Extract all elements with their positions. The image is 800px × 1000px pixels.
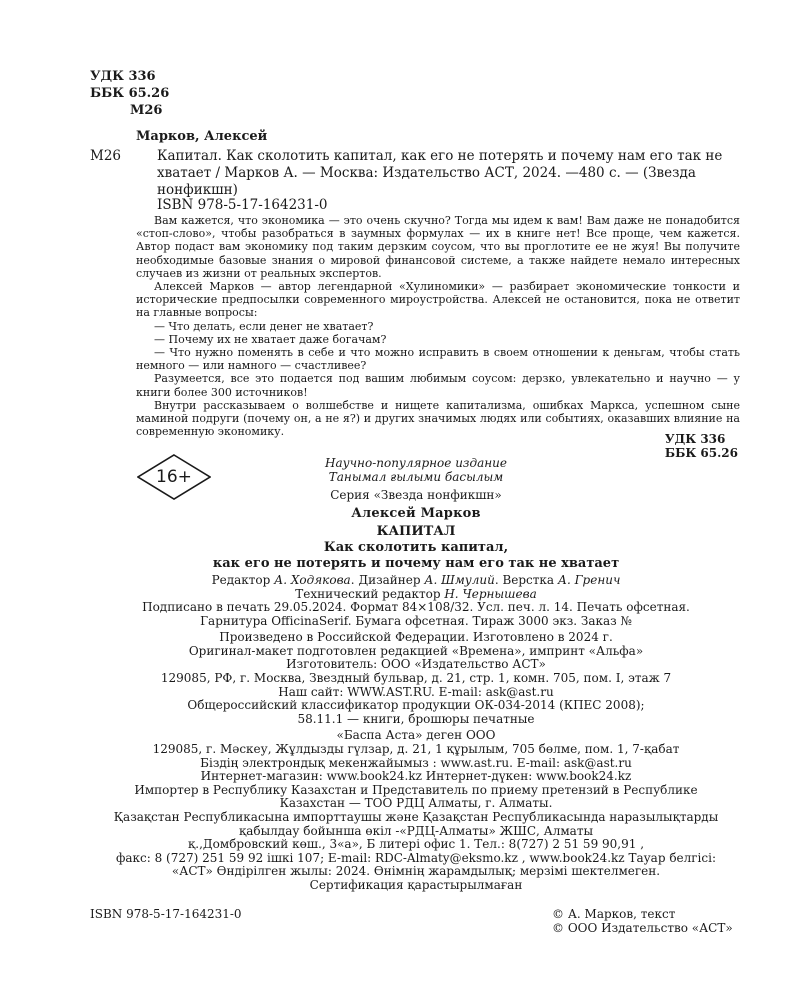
imprint-line: Казахстан — ТОО РДЦ Алматы, г. Алматы. xyxy=(279,796,553,811)
credits-line-1 xyxy=(0,573,800,587)
imprint-line: Общероссийский классификатор продукции ОК-034-2014 (КПЕС 2008); xyxy=(187,698,645,713)
udk-code-right: УДК 336 xyxy=(664,432,726,446)
copyright-block xyxy=(552,907,733,935)
annotation-paragraph: Алексей Марков — автор легендарной «Хулиномики» — разбирает экономические тонкости и исторические предпосылки современного мироустройства. Алексей не остановится, пока не ответит на главные вопросы: xyxy=(136,280,740,320)
title-line-3: как его не потерять и почему нам его так не хватает xyxy=(212,556,620,571)
imprint-line: Произведено в Российской Федерации. Изготовлено в 2024 г. xyxy=(219,630,613,645)
isbn-top: ISBN 978-5-17-164231-0 xyxy=(157,197,328,213)
annotation-paragraph: Внутри рассказываем о волшебстве и нищете капитализма, ошибках Маркса, успешном сыне маминой подруги (почему он, а не я?) и других значимых людях или событиях, оказавших влияние на современную экономику. xyxy=(136,398,740,439)
bibliographic-entry: Капитал. Как сколотить капитал, как его не потерять и почему нам его так не хватает / Марков А. — Москва: Издательство АСТ, 2024. —480 с. — (Звезда нонфикшн) xyxy=(157,148,723,198)
age-rating-text: 16+ xyxy=(156,467,192,487)
author-heading: Марков, Алексей xyxy=(136,129,268,144)
imprint-line: Сертификация қарастырылмаған xyxy=(309,877,523,892)
editor-label: Редактор xyxy=(211,573,275,587)
copyright-line: © ООО Издательство «АСТ» xyxy=(552,921,733,935)
title-line-2: Как сколотить капитал, xyxy=(323,540,509,555)
designer-name: А. Шмулий xyxy=(424,573,495,587)
imprint-line: «Баспа Аста» деген ООО xyxy=(336,728,496,743)
author-mark: М26 xyxy=(130,103,163,118)
classification-block xyxy=(90,68,169,119)
imprint-line: қ.,Домбровский көш., 3«а», Б литері офис 1. Тел.: 8(727) 2 51 59 90,91 , xyxy=(187,837,645,852)
imprint-line: 58.11.1 — книги, брошюры печатные xyxy=(297,711,535,726)
imprint-block xyxy=(0,601,800,892)
imprint-line: Біздің электрондық мекенжайымыз : www.ast.ru. E-mail: ask@ast.ru xyxy=(200,755,632,770)
annotation-paragraph: Вам кажется, что экономика — это очень скучно? Тогда мы идем к вам! Вам даже не понадобится «стоп-слово», чтобы разобраться в заумных формулах — их в книге нет! Все проще, чем кажется. Автор подаст вам экономику под таким дерзким соусом, что вы проглотите ее не жуя! Вы получите необходимые базовые знания о мировой финансовой системе, а также найдете немало интересных случаев из жизни от реальных экспертов. xyxy=(136,214,740,280)
genre-block xyxy=(0,456,800,484)
isbn-bottom: ISBN 978-5-17-164231-0 xyxy=(90,907,242,921)
tech-editor-label: Технический редактор xyxy=(295,587,445,601)
imprint-line: Импортер в Республику Казахстан и Представитель по приему претензий в Республике xyxy=(134,782,698,797)
bbk-code-right: ББК 65.26 xyxy=(664,446,738,460)
imprint-line: факс: 8 (727) 251 59 92 ішкі 107; E-mail: RDC-Almaty@eksmo.kz , www.book24.kz Тауар белгісі: xyxy=(115,850,716,865)
annotation-question: — Что нужно поменять в себе и что можно исправить в своем отношении к деньгам, чтобы стать немного — или намного — счастливее? xyxy=(136,346,740,373)
imprint-line: 129085, г. Мәскеу, Жұлдызды гүлзар, д. 21, 1 құрылым, 705 бөлме, пом. 1, 7-қабат xyxy=(152,741,680,756)
imprint-line: Изготовитель: ООО «Издательство АСТ» xyxy=(286,657,546,672)
imprint-line: Интернет-магазин: www.book24.kz Интернет-дүкен: www.book24.kz xyxy=(200,769,632,784)
imprint-line: Подписано в печать 29.05.2024. Формат 84×108/32. Усл. печ. л. 14. Печать офсетная. xyxy=(142,600,690,614)
copyright-line: © А. Марков, текст xyxy=(552,907,676,921)
genre-ru: Научно-популярное издание xyxy=(325,456,507,470)
imprint-line: «АСТ» Өндірілген жылы: 2024. Өнімнің жарамдылық; мерзімі шектелмеген. xyxy=(171,864,661,879)
imprint-line: қабылдау бойынша өкіл -«РДЦ-Алматы» ЖШС, Алматы xyxy=(238,823,594,838)
annotation-question: — Что делать, если денег не хватает? xyxy=(154,319,374,333)
udk-code: УДК 336 xyxy=(90,69,156,84)
author-mark-left: М26 xyxy=(90,148,122,164)
title-main: КАПИТАЛ xyxy=(376,524,456,539)
layout-name: А. Гренич xyxy=(557,573,621,587)
editor-name: А. Ходякова xyxy=(274,573,351,587)
credits-block xyxy=(0,573,800,601)
annotation-question: — Почему их не хватает даже богачам? xyxy=(154,332,387,346)
series-name: Серия «Звезда нонфикшн» xyxy=(330,488,502,502)
annotation-paragraph: Разумеется, все это подается под вашим любимым соусом: дерзко, увлекательно и научно — у книги более 300 источников! xyxy=(136,372,740,399)
imprint-line: Гарнитура OfficinaSerif. Бумага офсетная. Тираж 3000 экз. Заказ № xyxy=(200,613,632,628)
layout-label: . Верстка xyxy=(494,573,558,587)
credits-line-2 xyxy=(0,587,800,601)
book-title xyxy=(0,524,800,572)
bbk-code: ББК 65.26 xyxy=(90,86,170,101)
annotation xyxy=(136,214,740,438)
genre-kz: Танымал ғылыми басылым xyxy=(328,470,504,484)
imprint-line: 129085, РФ, г. Москва, Звездный бульвар, д. 21, стр. 1, комн. 705, пом. I, этаж 7 xyxy=(160,670,672,685)
author-name: Алексей Марков xyxy=(351,506,481,521)
imprint-line: Қазақстан Республикасына импорттаушы және Қазақстан Республикасында наразылықтарды xyxy=(113,809,719,824)
tech-editor-name: Н. Чернышева xyxy=(444,587,537,601)
imprint-line: Наш сайт: WWW.AST.RU. E-mail: ask@ast.ru xyxy=(278,684,554,699)
imprint-line: Оригинал-макет подготовлен редакцией «Времена», импринт «Альфа» xyxy=(188,643,644,658)
designer-label: . Дизайнер xyxy=(350,573,425,587)
